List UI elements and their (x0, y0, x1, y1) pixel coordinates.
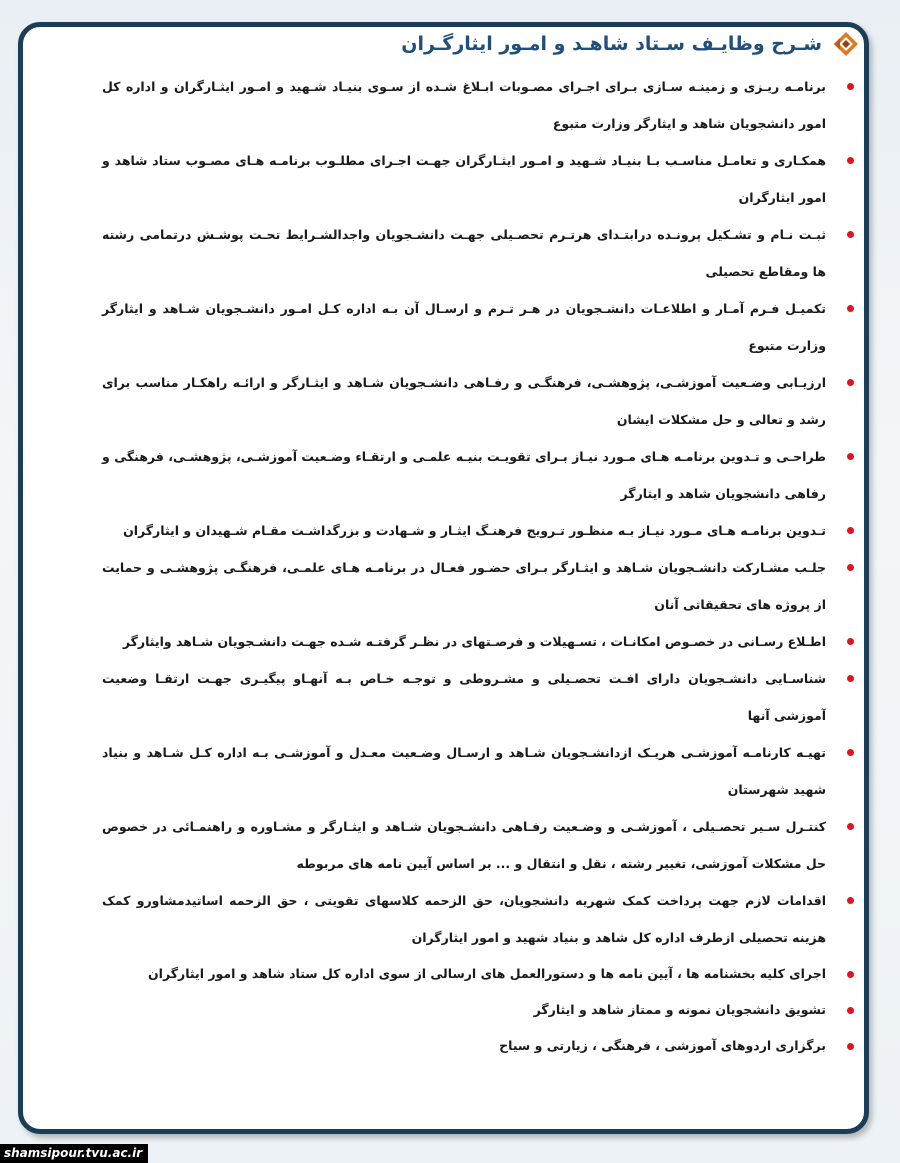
red-dot-bullet-icon (847, 1007, 854, 1014)
list-item-text: جلـب مشـارکت دانشـجویان شـاهد و ایثـارگر بـرای حضـور فعـال در برنامـه هـای علمـی، فرهنگـی پژوهشـی و حمایت از پروژه های تحقیقاتی آنان (102, 560, 826, 612)
list-item-text: تکمیـل فـرم آمـار و اطلاعـات دانشـجویان در هـر تـرم و ارسـال آن بـه اداره کـل امـور دانشـجویان شـاهد و ایثارگر وزارت متبوع (102, 301, 826, 353)
list-item (102, 142, 854, 216)
list-item-text: کنتـرل سـیر تحصـیلی ، آموزشـی و وضـعیت رفـاهی دانشـجویان شـاهد و ایثـارگر و مشـاوره و راهنمـائی در خصوص حل مشکلات آموزشی، تغییر رشته ، نقل و انتقال و ... بر اساس آیین نامه های مربوطه (102, 819, 826, 871)
list-item (102, 623, 854, 660)
list-item-text: تشویق دانشجویان نمونه و ممتاز شاهد و ایثارگر (533, 1002, 826, 1017)
list-item-text: ثبـت نـام و تشـکیل پرونـده درابتـدای هرتـرم تحصـیلی جهـت دانشـجویان واجدالشـرایط تحـت پوشـش درتمامی رشته ها ومقاطع تحصیلی (102, 227, 826, 279)
red-dot-bullet-icon (847, 83, 854, 90)
list-item (102, 549, 854, 623)
list-item-text: اجرای کلیه بخشنامه ها ، آیین نامه ها و دستورالعمل های ارسالی از سوی اداره کل ستاد شاهد و امور ایثارگران (148, 966, 826, 981)
list-item (102, 956, 854, 992)
list-item-text: همکـاری و تعامـل مناسـب بـا بنیـاد شـهید و امـور ایثـارگران جهـت اجـرای مطلـوب برنامـه هـای مصـوب ستاد شاهد و امور ایثارگران (102, 153, 826, 205)
list-item (102, 438, 854, 512)
list-item-text: اطـلاع رسـانی در خصـوص امکانـات ، تسـهیلات و فرصـتهای در نظـر گرفتـه شـده جهـت دانشـجویان شـاهد وایثارگر (122, 634, 826, 649)
list-item-text: تـدوین برنامـه هـای مـورد نیـاز بـه منظـور تـرویج فرهنـگ ایثـار و شـهادت و بزرگداشـت مقـام شـهیدان و ایثارگران (123, 523, 826, 538)
list-item (102, 1028, 854, 1064)
list-item-text: برگزاری اردوهای آموزشی ، فرهنگی ، زیارتی و سیاح (499, 1038, 826, 1053)
list-item (102, 660, 854, 734)
list-item-text: تهیـه کارنامـه آموزشـی هریـک ازدانشـجویان شـاهد و ارسـال وضـعیت معـدل و آموزشـی بـه اداره کـل شـاهد و بنیاد شهید شهرستان (102, 745, 826, 797)
list-item (102, 290, 854, 364)
list-item (102, 68, 854, 142)
red-dot-bullet-icon (847, 231, 854, 238)
red-dot-bullet-icon (847, 971, 854, 978)
red-dot-bullet-icon (847, 897, 854, 904)
red-dot-bullet-icon (847, 564, 854, 571)
red-dot-bullet-icon (847, 527, 854, 534)
list-item (102, 216, 854, 290)
red-dot-bullet-icon (847, 638, 854, 645)
list-item (102, 882, 854, 956)
list-item-text: ارزیـابی وضـعیت آموزشـی، پژوهشـی، فرهنگـی و رفـاهی دانشـجویان شـاهد و ایثـارگر و ارائـه راهکـار مناسب برای رشد و تعالی و حل مشکلات ایشان (102, 375, 826, 427)
list-item (102, 512, 854, 549)
red-dot-bullet-icon (847, 675, 854, 682)
list-item (102, 808, 854, 882)
red-dot-bullet-icon (847, 157, 854, 164)
red-dot-bullet-icon (847, 379, 854, 386)
red-dot-bullet-icon (847, 453, 854, 460)
page-title: شـرح وظایـف سـتاد شاهـد و امـور ایثارگـران (401, 33, 822, 55)
red-dot-bullet-icon (847, 1043, 854, 1050)
diamond-arrow-icon (832, 30, 860, 58)
list-item (102, 734, 854, 808)
header (401, 30, 860, 58)
red-dot-bullet-icon (847, 749, 854, 756)
red-dot-bullet-icon (847, 305, 854, 312)
list-item (102, 364, 854, 438)
red-dot-bullet-icon (847, 823, 854, 830)
list-item-text: اقدامات لازم جهت پرداخت کمک شهریه دانشجویان، حق الزحمه کلاسهای تقویتی ، حق الزحمه اساتیدمشاورو کمک هزینه تحصیلی ازطرف اداره کل شاهد و بنیاد شهید و امور ایثارگران (102, 893, 826, 945)
list-item-text: برنامـه ریـزی و زمینـه سـازی بـرای اجـرای مصـوبات ابـلاغ شـده از سـوی بنیـاد شـهید و امـور ایثـارگران و اداره کل امور دانشجویان شاهد و ایثارگر وزارت متبوع (102, 79, 826, 131)
list-item-text: طراحـی و تـدوین برنامـه هـای مـورد نیـاز بـرای تقویـت بنیـه علمـی و ارتقـاء وضـعیت آموزشـی، پژوهشـی، فرهنگی و رفاهی دانشجویان شاهد و ایثارگر (102, 449, 826, 501)
watermark: shamsipour.tvu.ac.ir (0, 1144, 148, 1163)
duties-list (102, 68, 854, 1064)
list-item-text: شناسـایی دانشـجویان دارای افـت تحصـیلی و مشـروطی و توجـه خـاص بـه آنهـاو پیگیـری جهـت ارتقـا وضعیت آموزشی آنها (102, 671, 826, 723)
list-item (102, 992, 854, 1028)
